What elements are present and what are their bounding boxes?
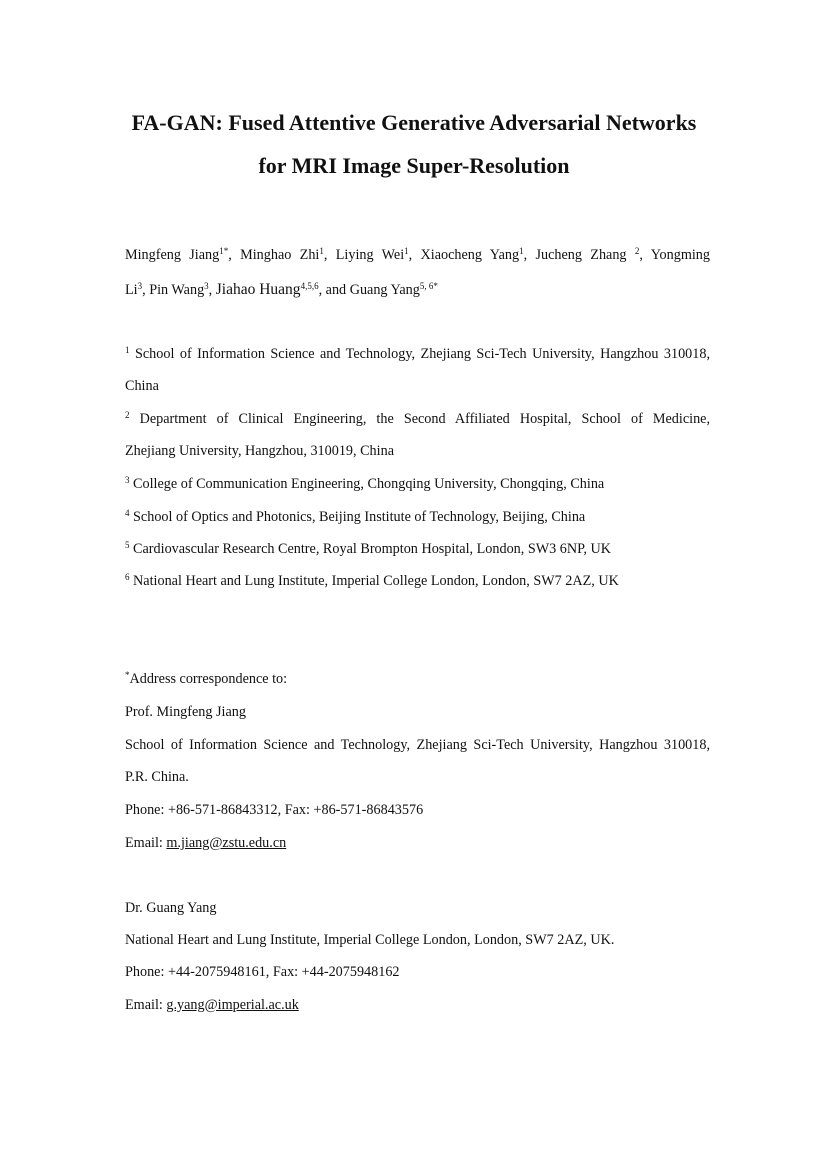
author-affiliation-mark: 2 <box>634 246 640 256</box>
author-affiliation-mark: 1* <box>219 246 229 256</box>
affiliation-2: $^2$ Department of Clinical Engineering, the Second Affiliated Hospital, School of Medicine, <box>125 410 711 427</box>
correspondence-heading: *Address correspondence to: <box>125 670 288 687</box>
author-list-line-2: Li$^3$, Pin Wang$^3$, Jiahao Huang$^{4,5,6}$, and Guang Yang$^{5, 6*}$ <box>125 281 438 298</box>
paper-title-line-2: for MRI Image Super-Resolution <box>258 153 570 178</box>
affiliation-number: 3 <box>125 475 130 485</box>
author-name: Jucheng Zhang <box>535 247 635 263</box>
affiliation-number: 5 <box>125 540 130 550</box>
paper-title-line-1: FA-GAN: Fused Attentive Generative Adversarial Networks <box>131 110 697 135</box>
author-name: Liying Wei <box>335 247 405 263</box>
affiliation-number: 2 <box>125 410 130 420</box>
affiliation-4: $^4$ School of Optics and Photonics, Beijing Institute of Technology, Beijing, China <box>125 508 586 525</box>
author-affiliation-mark: 3 <box>137 281 143 291</box>
affiliation-2-continued: Zhejiang University, Hangzhou, 310019, China <box>125 443 394 459</box>
contact-2-email-line: Email: g.yang@imperial.ac.uk <box>125 997 299 1013</box>
affiliation-number: 1 <box>125 345 130 355</box>
author-name: Mingfeng Jiang <box>125 247 220 263</box>
author-affiliation-mark: 1 <box>404 246 409 256</box>
affiliation-1-continued: China <box>125 378 159 394</box>
author-name-first-part: Yongming <box>650 247 710 263</box>
author-affiliation-mark: 3 <box>204 281 209 291</box>
affiliation-number: 6 <box>125 572 130 582</box>
author-affiliation-mark: 4,5,6 <box>300 281 319 291</box>
affiliation-3: $^3$ College of Communication Engineering, Chongqing University, Chongqing, China <box>125 475 605 492</box>
affiliation-6: $^6$ National Heart and Lung Institute, Imperial College London, London, SW7 2AZ, UK <box>125 572 619 589</box>
author-list-line-1: Mingfeng Jiang$^{1*}$, Minghao Zhi$^1$, Liying Wei$^1$, Xiaocheng Yang$^1$, Jucheng Zhang $^2$, Yongming <box>125 246 710 263</box>
author-affiliation-mark: 1 <box>319 246 324 256</box>
author-affiliation-mark: 5, 6* <box>419 281 438 291</box>
affiliation-1: $^1$ School of Information Science and Technology, Zhejiang Sci-Tech University, Hangzhou 310018, <box>125 345 710 362</box>
contact-2-phone: Phone: +44-2075948161, Fax: +44-2075948162 <box>125 964 400 980</box>
affiliation-5: $^5$ Cardiovascular Research Centre, Royal Brompton Hospital, London, SW3 6NP, UK <box>125 540 612 557</box>
contact-2-email-link[interactable]: g.yang@imperial.ac.uk <box>166 997 299 1013</box>
author-name: Guang Yang <box>349 282 420 298</box>
contact-2-name: Dr. Guang Yang <box>125 900 217 916</box>
author-name: Jiahao Huang <box>215 281 301 298</box>
affiliation-number: 4 <box>125 508 130 518</box>
author-name: Pin Wang <box>149 282 205 298</box>
author-name-last-part: Li <box>125 282 138 298</box>
contact-1-name: Prof. Mingfeng Jiang <box>125 704 246 720</box>
author-name: Minghao Zhi <box>240 247 320 263</box>
contact-1-address-continued: P.R. China. <box>125 769 189 785</box>
correspondence-mark: * <box>125 670 130 680</box>
author-name: Xiaocheng Yang <box>420 247 520 263</box>
contact-1-phone: Phone: +86-571-86843312, Fax: +86-571-86843576 <box>125 802 424 818</box>
contact-1-email-link[interactable]: m.jiang@zstu.edu.cn <box>166 835 287 851</box>
contact-1-address: School of Information Science and Technology, Zhejiang Sci-Tech University, Hangzhou 310018, <box>125 737 710 753</box>
author-affiliation-mark: 1 <box>519 246 524 256</box>
contact-2-address: National Heart and Lung Institute, Imperial College London, London, SW7 2AZ, UK. <box>125 932 615 948</box>
contact-1-email-line: Email: m.jiang@zstu.edu.cn <box>125 835 287 851</box>
